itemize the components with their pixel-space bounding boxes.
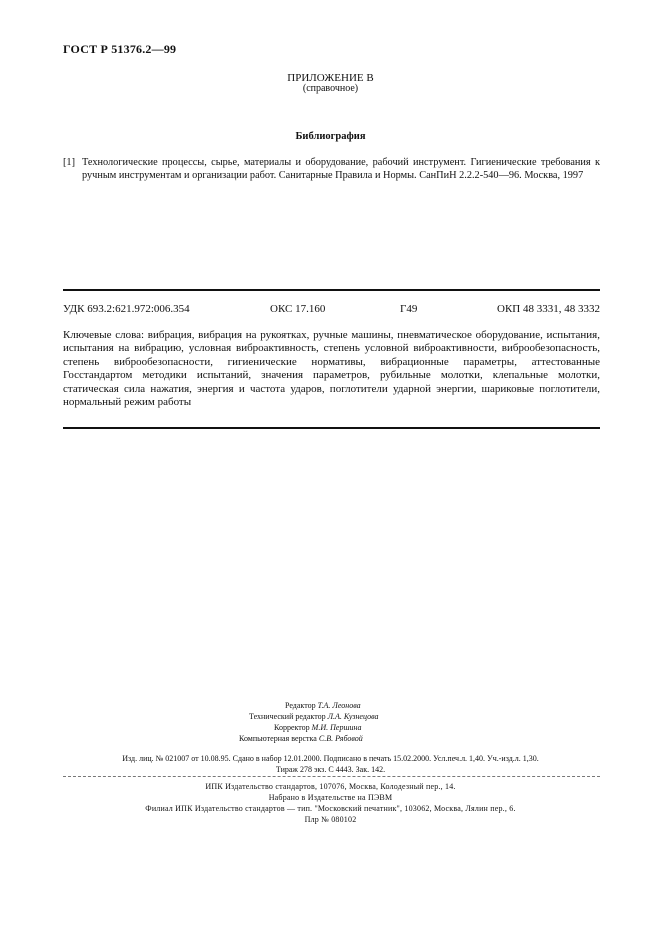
group-code: Г49	[400, 303, 418, 315]
publication-info-line1: Изд. лиц. № 021007 от 10.08.95. Сдано в набор 12.01.2000. Подписано в печать 15.02.2000. Усл.печ.л. 1,40. Уч.-изд.л. 1,30.	[122, 754, 539, 763]
divider-bottom	[63, 427, 600, 429]
publication-info-line2: Тираж 278 экз. С 4443. Зак. 142.	[275, 765, 386, 774]
document-header: ГОСТ Р 51376.2—99	[63, 42, 177, 56]
bibliography-heading: Библиография	[295, 131, 366, 142]
appendix-subtitle: (справочное)	[302, 83, 359, 94]
imprint-line4: Плр № 080102	[304, 815, 357, 824]
dashed-divider	[63, 776, 600, 777]
imprint-line3: Филиал ИПК Издательство стандартов — тип. "Московский печатник", 103062, Москва, Лялин пер., 6.	[145, 804, 516, 813]
keywords-paragraph: Ключевые слова: вибрация, вибрация на рукоятках, ручные машины, пневматическое оборудование, испытания, испытания на вибрацию, условная виброактивность, степень условной виброактивности, виброобезопасность, степень виброобезопасности, гигиенические нормативы, вибрационные параметры, аттестованные Госстандартом методики испытаний, значения параметров, рубильные молотки, клепальные молотки, статическая сила нажатия, энергия и частота ударов, поглотители ударной энергии, шариковые поглотители, нормальный режим работы	[63, 329, 600, 409]
credit-editor: Редактор Т.А. Леонова	[285, 701, 361, 710]
divider-top	[63, 289, 600, 291]
imprint-line1: ИПК Издательство стандартов, 107076, Москва, Колодезный пер., 14.	[205, 782, 456, 791]
okp-code: ОКП 48 3331, 48 3332	[497, 303, 600, 315]
bibliography-entry-text: Технологические процессы, сырье, материалы и оборудование, рабочий инструмент. Гигиенические требования к ручным инструментам и организации работ. Санитарные Правила и Нормы. СанПиН 2.2.2-540—96. Москва, 1997	[82, 157, 600, 181]
credit-layout: Компьютерная верстка С.В. Рябовой	[239, 734, 363, 743]
oks-code: ОКС 17.160	[270, 303, 326, 315]
imprint-line2: Набрано в Издательстве на ПЭВМ	[268, 793, 393, 802]
udk-code: УДК 693.2:621.972:006.354	[63, 303, 190, 315]
appendix-title: ПРИЛОЖЕНИЕ В	[287, 72, 374, 84]
bibliography-entry-number: [1]	[63, 157, 76, 168]
credit-corrector: Корректор М.И. Першина	[274, 723, 362, 732]
bibliography-entry	[63, 156, 600, 182]
credit-tech-editor: Технический редактор Л.А. Кузнецова	[249, 712, 379, 721]
